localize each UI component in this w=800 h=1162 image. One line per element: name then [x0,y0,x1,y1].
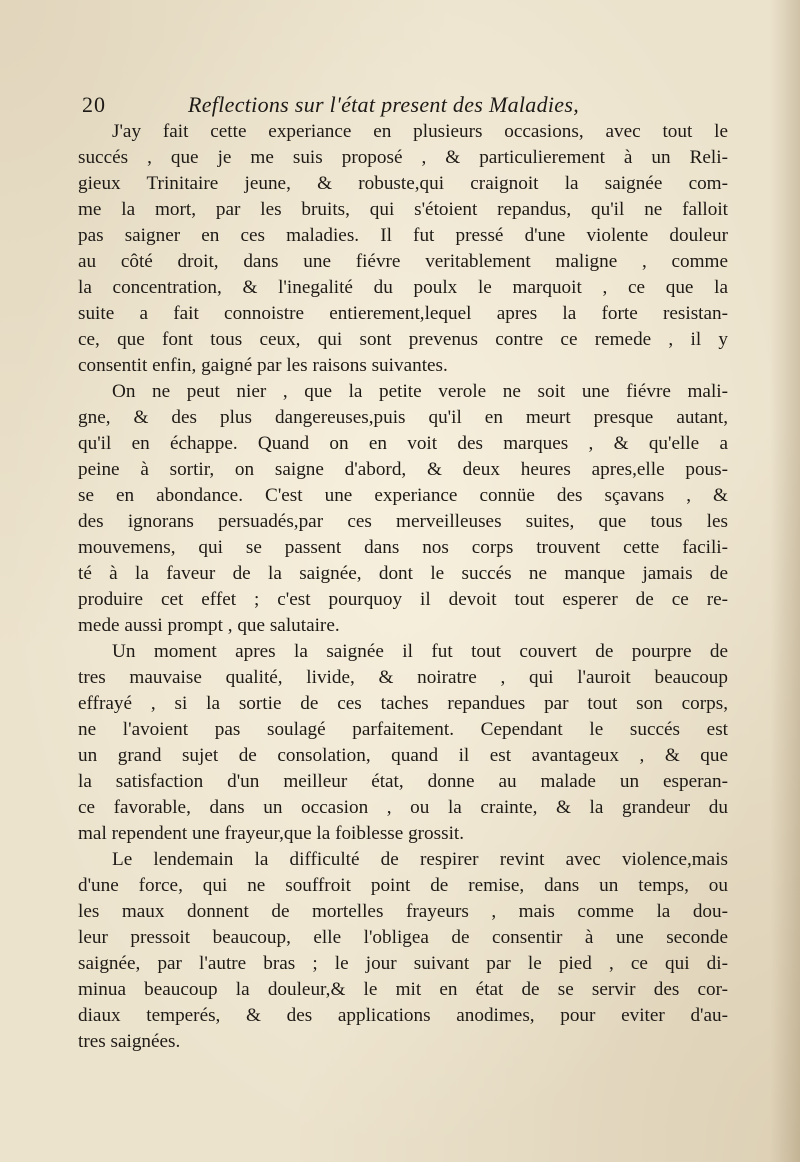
text-line: mal rependent une frayeur,que la foiblesse grossit. [78,823,465,844]
text-line: des ignorans persuadés,par ces merveilleuses suites, que tous les [78,511,728,532]
page-edge-shadow [770,0,800,1162]
text-line: ce, que font tous ceux, qui sont prevenus contre ce remede , il y [78,329,728,350]
text-line: d'une force, qui ne souffroit point de remise, dans un temps, ou [78,875,728,896]
body-text [78,119,728,1055]
text-line: pas saigner en ces maladies. Il fut pressé d'une violente douleur [78,225,728,246]
text-line: gne, & des plus dangereuses,puis qu'il en meurt presque autant, [78,407,728,428]
text-line: peine à sortir, on saigne d'abord, & deux heures apres,elle pous- [78,459,728,480]
text-line: produire cet effet ; c'est pourquoy il devoit tout esperer de ce re- [78,589,728,610]
text-line: tres mauvaise qualité, livide, & noiratre , qui l'auroit beaucoup [78,667,728,688]
text-line: saignée, par l'autre bras ; le jour suivant par le pied , ce qui di- [78,953,728,974]
text-line: ce favorable, dans un occasion , ou la crainte, & la grandeur du [78,797,728,818]
text-line: minua beaucoup la douleur,& le mit en état de se servir des cor- [78,979,728,1000]
text-line: leur pressoit beaucoup, elle l'obligea de consentir à une seconde [78,927,728,948]
text-line: ne l'avoient pas soulagé parfaitement. Cependant le succés est [78,719,728,740]
text-line: se en abondance. C'est une experiance connüe des sçavans , & [78,485,728,506]
text-line: qu'il en échappe. Quand on en voit des marques , & qu'elle a [78,433,728,454]
text-line: gieux Trinitaire jeune, & robuste,qui craignoit la saignée com- [78,173,728,194]
text-line: té à la faveur de la saignée, dont le succés ne manque jamais de [78,563,728,584]
text-line: me la mort, par les bruits, qui s'étoient repandus, qu'il ne falloit [78,199,728,220]
text-line: la concentration, & l'inegalité du poulx le marquoit , ce que la [78,277,728,298]
text-line: diaux temperés, & des applications anodimes, pour eviter d'au- [78,1005,728,1026]
text-line: Le lendemain la difficulté de respirer revint avec violence,mais [112,849,728,870]
text-line: la satisfaction d'un meilleur état, donne au malade un esperan- [78,771,728,792]
text-line: au côté droit, dans une fiévre veritablement maligne , comme [78,251,728,272]
text-line: tres saignées. [78,1031,181,1052]
running-title: Reflections sur l'état present des Maladies, [188,92,580,117]
page-number: 20 [82,92,106,117]
text-line: effrayé , si la sortie de ces taches repandues par tout son corps, [78,693,728,714]
text-line: J'ay fait cette experiance en plusieurs occasions, avec tout le [112,121,728,142]
text-line: suite a fait connoistre entierement,lequel apres la forte resistan- [78,303,728,324]
page-header [82,88,622,122]
text-line: consentit enfin, gaigné par les raisons suivantes. [78,355,448,376]
text-line: succés , que je me suis proposé , & particulierement à un Reli- [78,147,728,168]
text-line: On ne peut nier , que la petite verole ne soit une fiévre mali- [112,381,728,402]
text-line: les maux donnent de mortelles frayeurs , mais comme la dou- [78,901,728,922]
text-line: Un moment apres la saignée il fut tout couvert de pourpre de [112,641,728,662]
text-line: mede aussi prompt , que salutaire. [78,615,340,636]
text-line: un grand sujet de consolation, quand il est avantageux , & que [78,745,728,766]
text-line: mouvemens, qui se passent dans nos corps trouvent cette facili- [78,537,728,558]
